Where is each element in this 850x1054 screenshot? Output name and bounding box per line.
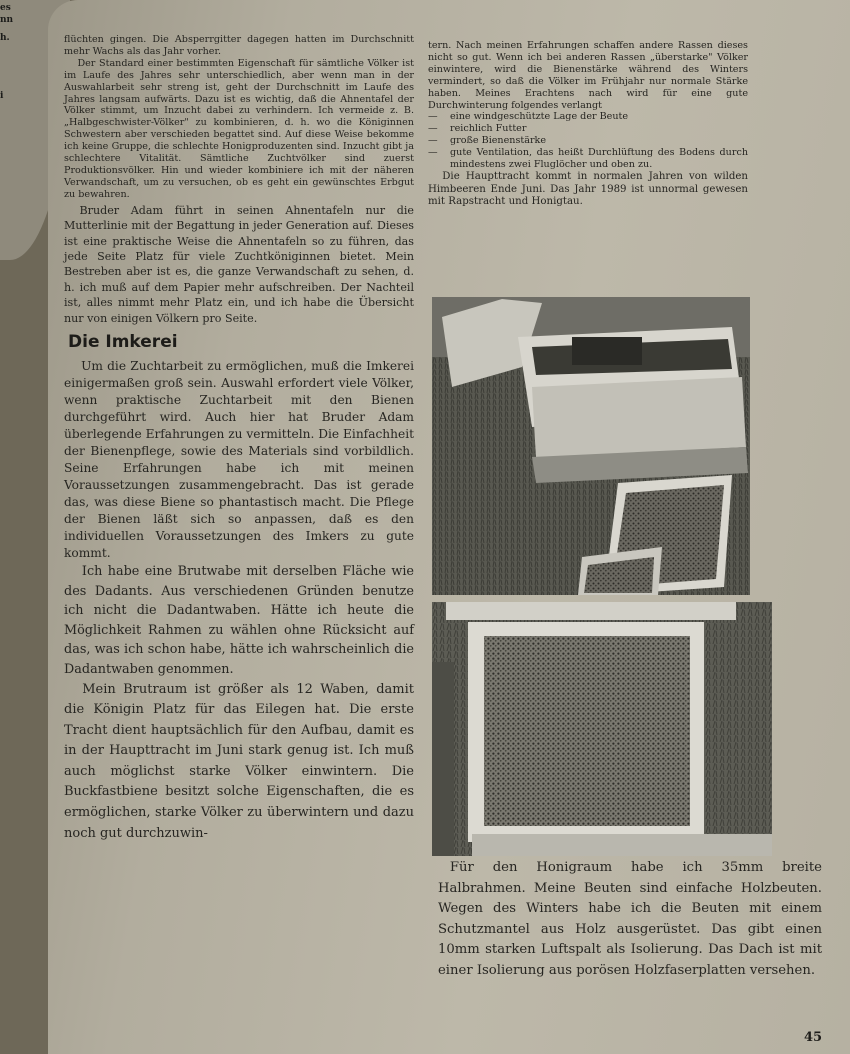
previous-page-text-fragments <box>0 2 30 102</box>
list-item: — große Bienenstärke <box>428 135 748 147</box>
photo-hive-with-frames <box>432 297 750 595</box>
bottom-right-column <box>438 858 822 982</box>
prev-fragment: h. <box>0 33 10 43</box>
requirement-list <box>428 111 748 171</box>
list-item: — gute Ventilation, das heißt Durchlüftung des Bodens durch mindestens zwei Fluglöcher und oben zu. <box>428 147 748 171</box>
left-column <box>64 34 414 844</box>
section-heading: Die Imkerei <box>68 331 178 352</box>
paragraph: Die Haupttracht kommt in normalen Jahren von wilden Himbeeren Ende Juni. Das Jahr 1989 ist unnormal gewesen mit Rapstracht und Honigtau. <box>428 170 748 208</box>
page-number: 45 <box>804 1030 823 1045</box>
list-item: — eine windgeschützte Lage der Beute <box>428 111 748 123</box>
paragraph: flüchten gingen. Die Absperrgitter dagegen hatten im Durchschnitt mehr Wachs als das Jahr vorher. <box>64 34 414 57</box>
paragraph: Der Standard einer bestimmten Eigenschaft für sämtliche Völker ist im Laufe des Jahres sehr unterschiedlich, aber wenn man in der Auswahlarbeit sehr streng ist, geht der Durchschnitt im Laufe des Jahres langsam aufwärts. Dazu ist es wichtig, daß die Ahnentafel der Völker stimmt, um Inzucht dabei zu verhindern. Ich vermeide z. B. „Halbgeschwister-Völker" zu kombinieren, d. h. wo die Königinnen Schwestern aber verschieden begattet sind. Auf diese Weise bekomme ich keine Gruppe, die schlechte Honigproduzenten sind. Inzucht gibt ja schlechtere Vitalität. Sämtliche Zuchtvölker sind zuerst Produktionsvölker. Hin und wieder kombiniere ich mit der näheren Verwandschaft, um zu versuchen, ob es geht ein gewünschtes Erbgut zu bewahren. <box>64 57 414 200</box>
photo-frame-top-view <box>432 602 772 856</box>
paragraph: Um die Zuchtarbeit zu ermöglichen, muß die Imkerei einigermaßen groß sein. Auswahl erfordert viele Völker, wenn praktische Zuchtarbeit mit den Bienen durchgeführt wird. Auch hier hat Bruder Adam überlegende Erfahrungen zu vermitteln. Die Einfachheit der Bienenpflege, sowie des Materials sind vorbildlich. Seine Erfahrungen habe ich mit meinen Voraussetzungen zusammengebracht. Das ist gerade das, was diese Biene so phantastisch macht. Die Pflege der Bienen läßt sich so anpassen, daß es den individuellen Voraussetzungen des Imkers zu gute kommt. <box>64 358 414 560</box>
list-item: — reichlich Futter <box>428 123 748 135</box>
paragraph: Bruder Adam führt in seinen Ahnentafeln nur die Mutterlinie mit der Begattung in jeder Generation auf. Dieses ist eine praktische Weise die Ahnentafeln so zu führen, das jede Seite Platz für viele Zuchtköniginnen bietet. Mein Bestreben aber ist es, die ganze Verwandschaft zu sehen, d. h. ich muß auf dem Papier mehr aufschreiben. Der Nachteil ist, alles nimmt mehr Platz ein, und ich habe die Übersicht nur von einigen Völkern pro Seite. <box>64 203 414 325</box>
paragraph: Ich habe eine Brutwabe mit derselben Fläche wie des Dadants. Aus verschiedenen Gründen benutze ich nicht die Dadantwaben. Hätte ich heute die Möglichkeit Rahmen zu wählen ohne Rücksicht auf das, was ich schon habe, hätte ich wahrscheinlich die Dadantwaben genommen. <box>64 563 414 677</box>
right-column <box>428 40 748 209</box>
paragraph: Für den Honigraum habe ich 35mm breite Halbrahmen. Meine Beuten sind einfache Holzbeuten. Wegen des Winters habe ich die Beuten mit einem Schutzmantel aus Holz ausgerüstet. Das gibt einen 10mm starken Luftspalt als Isolierung. Das Dach ist mit einer Isolierung aus porösen Holzfaserplatten versehen. <box>438 860 822 978</box>
prev-fragment: es <box>0 3 11 13</box>
paragraph: Mein Brutraum ist größer als 12 Waben, damit die Königin Platz für das Eilegen hat. Die erste Tracht dient hauptsächlich für den Aufbau, damit es in der Haupttracht im Juni stark genug ist. Ich muß auch möglichst starke Völker einwintern. Die Buckfastbiene besitzt solche Eigenschaften, die es ermöglichen, starke Völker zu überwintern und dazu noch gut durchzuwin- <box>64 681 414 841</box>
paragraph: tern. Nach meinen Erfahrungen schaffen andere Rassen dieses nicht so gut. Wenn ich bei anderen Rassen „überstarke" Völker einwintere, wird die Bienenstärke während des Winters vermindert, so daß die Völker im Frühjahr nur normale Stärke haben. Meines Erachtens nach wird für eine gute Durchwinterung folgendes verlangt <box>428 40 748 111</box>
prev-fragment: i <box>0 91 4 101</box>
prev-fragment: nn <box>0 15 14 25</box>
